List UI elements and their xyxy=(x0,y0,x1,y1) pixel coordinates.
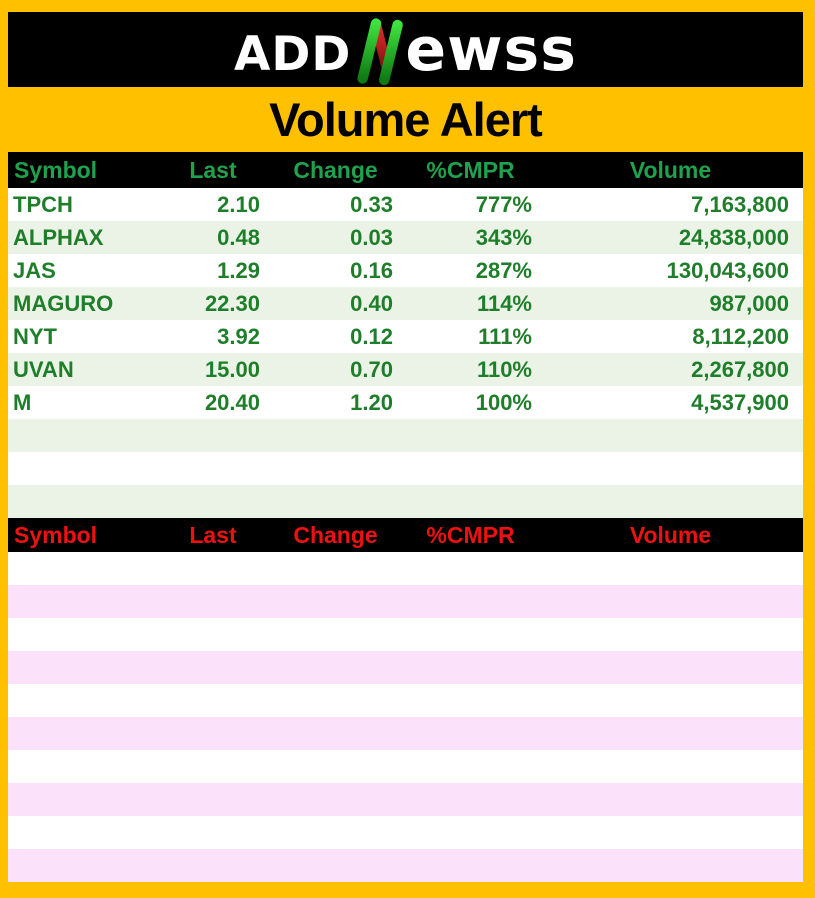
cell: 0.03 xyxy=(268,221,403,254)
empty-cell xyxy=(403,684,538,717)
empty-cell xyxy=(8,651,158,684)
cell: 100% xyxy=(403,386,538,419)
empty-cell xyxy=(403,717,538,750)
column-header-symbol: Symbol xyxy=(8,152,158,188)
cell: 22.30 xyxy=(158,287,268,320)
cell: 111% xyxy=(403,320,538,353)
empty-cell xyxy=(538,750,803,783)
empty-row xyxy=(8,618,803,651)
cell: 15.00 xyxy=(158,353,268,386)
table-row xyxy=(8,353,803,386)
column-header-last: Last xyxy=(158,518,268,552)
empty-cell xyxy=(8,419,158,452)
cell: 2.10 xyxy=(158,188,268,221)
empty-cell xyxy=(8,816,158,849)
empty-row xyxy=(8,750,803,783)
page-title: Volume Alert xyxy=(269,93,542,146)
table-row xyxy=(8,254,803,287)
empty-cell xyxy=(268,717,403,750)
empty-cell xyxy=(268,552,403,585)
empty-cell xyxy=(8,849,158,882)
cell: TPCH xyxy=(8,188,158,221)
empty-cell xyxy=(538,651,803,684)
table-header-row xyxy=(8,152,803,188)
empty-cell xyxy=(268,651,403,684)
empty-cell xyxy=(158,651,268,684)
empty-cell xyxy=(538,552,803,585)
empty-row xyxy=(8,717,803,750)
empty-cell xyxy=(403,816,538,849)
column-header-symbol: Symbol xyxy=(8,518,158,552)
logo-n-icon xyxy=(353,16,405,86)
empty-cell xyxy=(403,585,538,618)
cell: 0.33 xyxy=(268,188,403,221)
cell: 114% xyxy=(403,287,538,320)
column-header-change: Change xyxy=(268,152,403,188)
empty-cell xyxy=(403,485,538,518)
cell: JAS xyxy=(8,254,158,287)
logo-text-prefix: ADD xyxy=(234,26,352,82)
empty-cell xyxy=(8,684,158,717)
cell: ALPHAX xyxy=(8,221,158,254)
table-row xyxy=(8,221,803,254)
empty-cell xyxy=(8,618,158,651)
empty-cell xyxy=(538,485,803,518)
empty-cell xyxy=(538,783,803,816)
cell: NYT xyxy=(8,320,158,353)
empty-cell xyxy=(268,849,403,882)
cell: 0.12 xyxy=(268,320,403,353)
empty-cell xyxy=(268,684,403,717)
table-row xyxy=(8,386,803,419)
cell: 0.70 xyxy=(268,353,403,386)
cell: 1.20 xyxy=(268,386,403,419)
cell: 4,537,900 xyxy=(538,386,803,419)
column-header-cmpr: %CMPR xyxy=(403,518,538,552)
empty-row xyxy=(8,419,803,452)
empty-cell xyxy=(158,816,268,849)
column-header-volume: Volume xyxy=(538,518,803,552)
logo-banner xyxy=(8,12,803,87)
empty-row xyxy=(8,816,803,849)
empty-cell xyxy=(268,585,403,618)
table-row xyxy=(8,320,803,353)
cell: UVAN xyxy=(8,353,158,386)
table-row xyxy=(8,287,803,320)
cell: 1.29 xyxy=(158,254,268,287)
empty-row xyxy=(8,783,803,816)
empty-cell xyxy=(158,419,268,452)
empty-cell xyxy=(158,552,268,585)
empty-row xyxy=(8,585,803,618)
empty-cell xyxy=(538,419,803,452)
cell: 20.40 xyxy=(158,386,268,419)
empty-cell xyxy=(158,485,268,518)
cell: 343% xyxy=(403,221,538,254)
cell: MAGURO xyxy=(8,287,158,320)
volume-table-top xyxy=(8,152,803,518)
cell: 287% xyxy=(403,254,538,287)
cell: 777% xyxy=(403,188,538,221)
empty-cell xyxy=(268,750,403,783)
table-row xyxy=(8,188,803,221)
empty-cell xyxy=(403,783,538,816)
empty-cell xyxy=(538,684,803,717)
empty-cell xyxy=(403,552,538,585)
empty-cell xyxy=(403,849,538,882)
empty-cell xyxy=(268,419,403,452)
empty-row xyxy=(8,452,803,485)
addnewss-logo xyxy=(234,15,577,85)
empty-cell xyxy=(8,783,158,816)
empty-cell xyxy=(268,816,403,849)
cell: 7,163,800 xyxy=(538,188,803,221)
empty-row xyxy=(8,684,803,717)
column-header-last: Last xyxy=(158,152,268,188)
empty-cell xyxy=(158,585,268,618)
empty-row xyxy=(8,651,803,684)
cell: 0.16 xyxy=(268,254,403,287)
empty-cell xyxy=(8,485,158,518)
empty-cell xyxy=(403,419,538,452)
empty-cell xyxy=(538,717,803,750)
empty-cell xyxy=(268,452,403,485)
empty-cell xyxy=(268,618,403,651)
empty-cell xyxy=(158,783,268,816)
cell: 130,043,600 xyxy=(538,254,803,287)
empty-row xyxy=(8,552,803,585)
empty-cell xyxy=(8,585,158,618)
empty-cell xyxy=(403,750,538,783)
empty-cell xyxy=(403,651,538,684)
cell: 24,838,000 xyxy=(538,221,803,254)
empty-cell xyxy=(8,717,158,750)
empty-cell xyxy=(158,717,268,750)
empty-cell xyxy=(8,750,158,783)
empty-cell xyxy=(538,585,803,618)
empty-cell xyxy=(538,618,803,651)
empty-cell xyxy=(403,618,538,651)
empty-cell xyxy=(538,816,803,849)
empty-cell xyxy=(403,452,538,485)
empty-cell xyxy=(158,452,268,485)
cell: 110% xyxy=(403,353,538,386)
empty-cell xyxy=(158,849,268,882)
empty-cell xyxy=(8,452,158,485)
empty-cell xyxy=(158,750,268,783)
empty-row xyxy=(8,485,803,518)
table-header-row xyxy=(8,518,803,552)
cell: 2,267,800 xyxy=(538,353,803,386)
empty-cell xyxy=(158,684,268,717)
cell: M xyxy=(8,386,158,419)
cell: 8,112,200 xyxy=(538,320,803,353)
column-header-change: Change xyxy=(268,518,403,552)
empty-cell xyxy=(538,849,803,882)
empty-cell xyxy=(268,783,403,816)
column-header-cmpr: %CMPR xyxy=(403,152,538,188)
empty-cell xyxy=(268,485,403,518)
cell: 0.48 xyxy=(158,221,268,254)
empty-row xyxy=(8,849,803,882)
cell: 3.92 xyxy=(158,320,268,353)
empty-cell xyxy=(8,552,158,585)
empty-cell xyxy=(158,618,268,651)
cell: 987,000 xyxy=(538,287,803,320)
column-header-volume: Volume xyxy=(538,152,803,188)
empty-cell xyxy=(538,452,803,485)
volume-table-bottom xyxy=(8,518,803,882)
logo-text-suffix: ewss xyxy=(405,14,577,85)
cell: 0.40 xyxy=(268,287,403,320)
